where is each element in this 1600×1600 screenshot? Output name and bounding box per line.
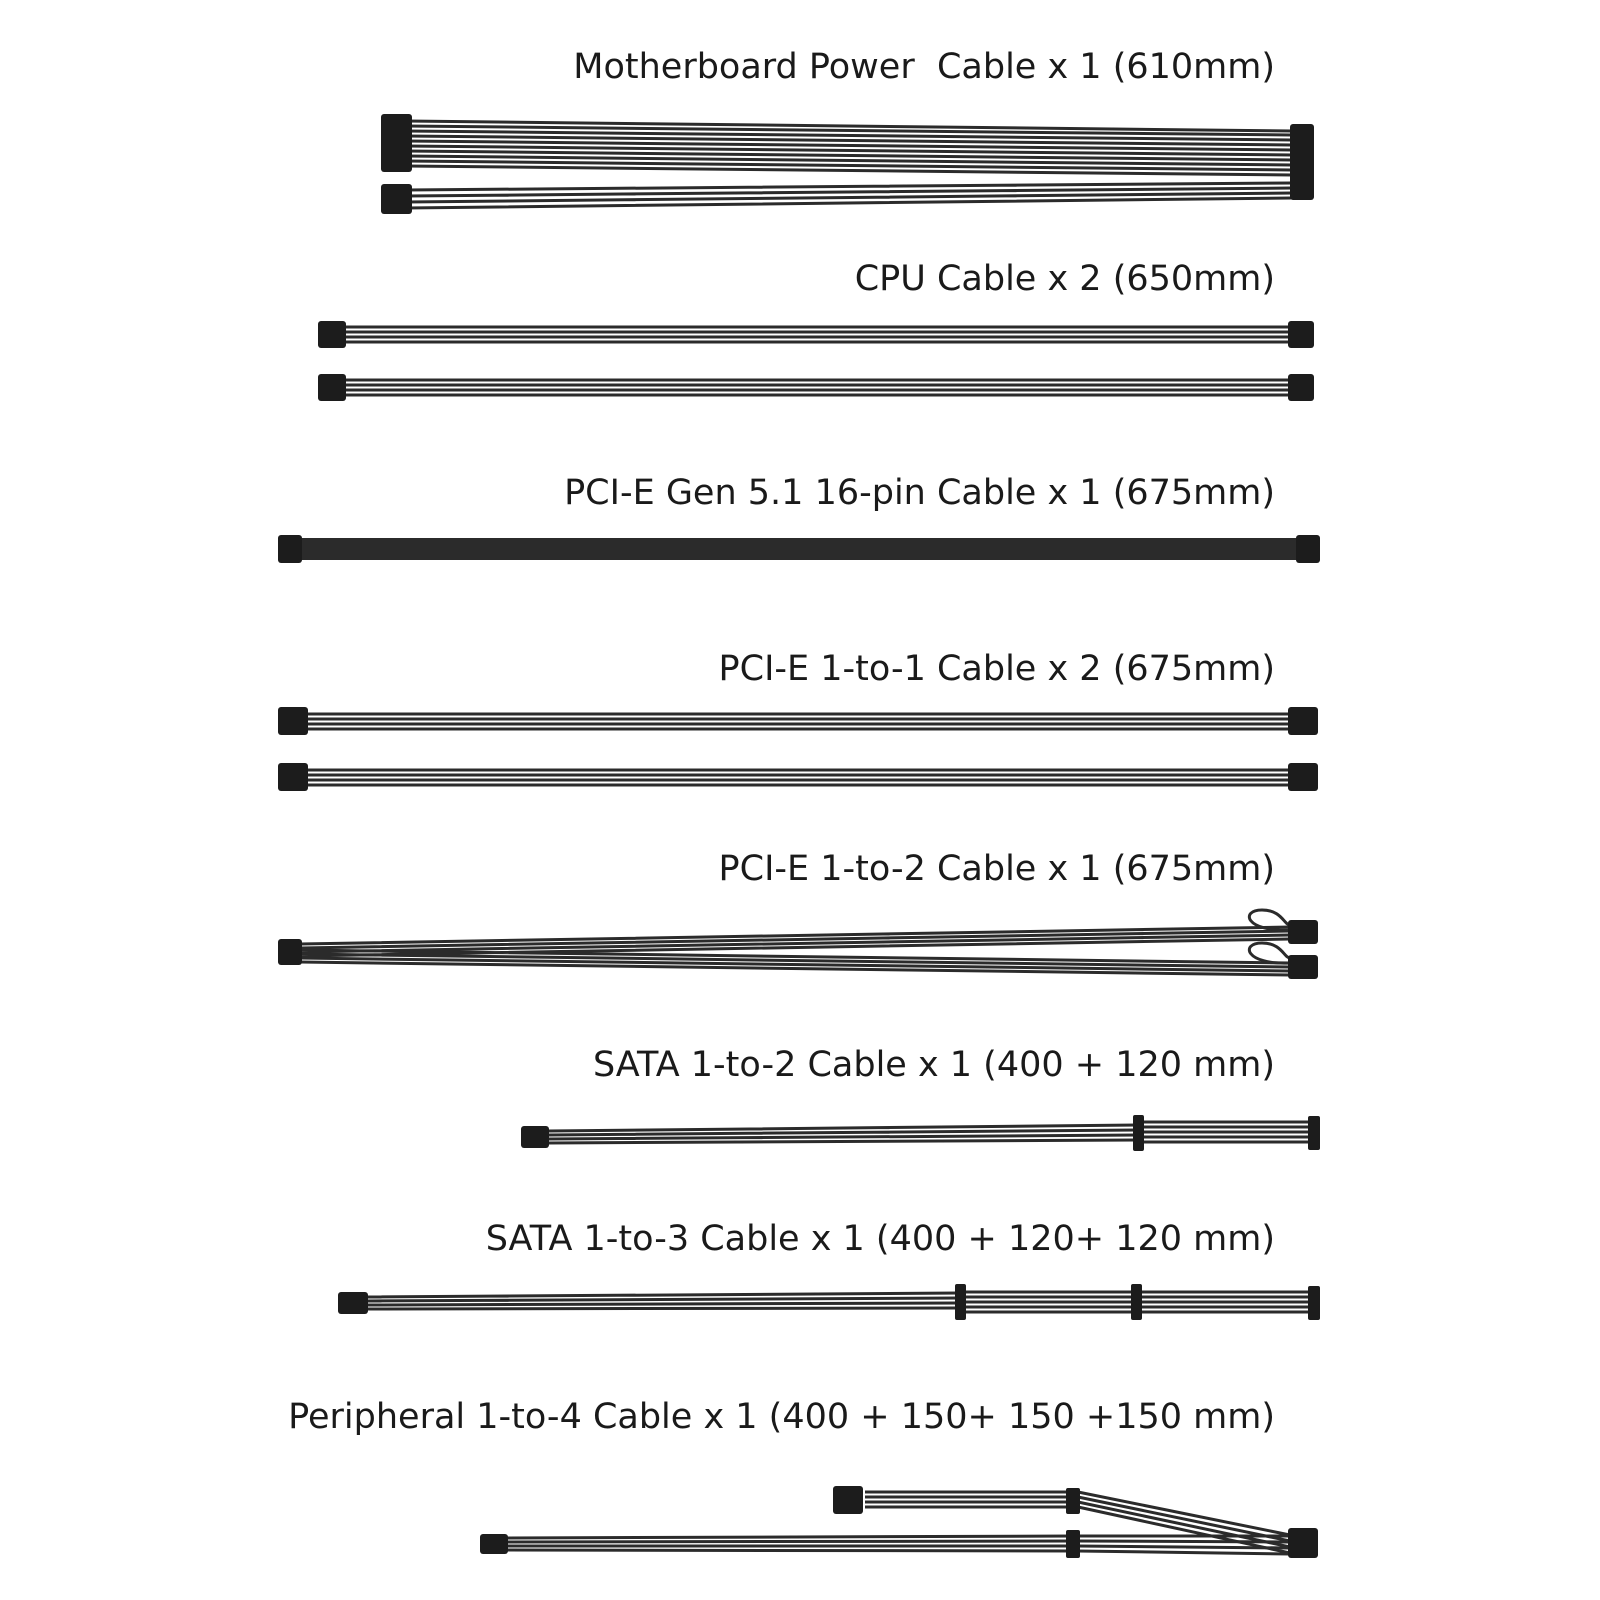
pcie-8pin-connector bbox=[278, 763, 308, 791]
pcie-8pin-psu-connector bbox=[1288, 707, 1318, 735]
pcie-1to1-cable-2 bbox=[278, 763, 1318, 791]
sata-connector-1 bbox=[955, 1284, 966, 1320]
sata-psu-connector bbox=[521, 1126, 549, 1148]
molex-connector-1 bbox=[833, 1486, 863, 1514]
cpu-cable-label: CPU Cable x 2 (650mm) bbox=[854, 259, 1275, 299]
sata-connector-3 bbox=[1308, 1286, 1320, 1320]
cpu-cable-1 bbox=[318, 321, 1314, 348]
pcie-8pin-connector-a bbox=[1288, 920, 1318, 944]
sata-1to2-cable bbox=[521, 1115, 1320, 1151]
motherboard-cable-label: Motherboard Power Cable x 1 (610mm) bbox=[573, 47, 1275, 87]
pcie-8pin-connector bbox=[278, 707, 308, 735]
pcie-12pin-connector bbox=[278, 939, 302, 965]
sata-1to3-cable-label: SATA 1-to-3 Cable x 1 (400 + 120+ 120 mm) bbox=[485, 1219, 1275, 1259]
pcie-16pin-connector bbox=[278, 535, 302, 563]
peripheral-psu-connector bbox=[480, 1534, 508, 1554]
sata-1to2-cable-label: SATA 1-to-2 Cable x 1 (400 + 120 mm) bbox=[592, 1045, 1275, 1085]
pcie-1to1-cable-1 bbox=[278, 707, 1318, 735]
pcie-gen5-cable bbox=[278, 535, 1320, 563]
pcie-1to2-cable bbox=[278, 910, 1318, 979]
molex-connector-2 bbox=[1066, 1488, 1080, 1514]
pcie-16pin-psu-connector bbox=[1296, 535, 1320, 563]
cpu-cable-2 bbox=[318, 374, 1314, 401]
motherboard-psu-connector bbox=[1290, 124, 1314, 200]
motherboard-24pin-connector-a bbox=[381, 114, 412, 172]
motherboard-connector-b bbox=[381, 184, 412, 214]
cpu-connector bbox=[318, 374, 346, 401]
cpu-psu-connector bbox=[1288, 321, 1314, 348]
pcie-8pin-psu-connector bbox=[1288, 763, 1318, 791]
peripheral-1to4-cable bbox=[480, 1486, 1318, 1558]
sata-connector-2 bbox=[1131, 1284, 1142, 1320]
peripheral-1to4-cable-label: Peripheral 1-to-4 Cable x 1 (400 + 150+ 150 +150 mm) bbox=[288, 1397, 1275, 1437]
pcie-gen5-cable-label: PCI-E Gen 5.1 16-pin Cable x 1 (675mm) bbox=[564, 473, 1275, 513]
sata-connector-2 bbox=[1308, 1116, 1320, 1150]
pcie-1to2-cable-label: PCI-E 1-to-2 Cable x 1 (675mm) bbox=[718, 849, 1275, 889]
molex-connector-4 bbox=[1288, 1528, 1318, 1558]
motherboard-cable bbox=[381, 114, 1314, 214]
sata-psu-connector bbox=[338, 1292, 368, 1314]
cpu-psu-connector bbox=[1288, 374, 1314, 401]
pcie-8pin-connector-b bbox=[1288, 955, 1318, 979]
sata-1to3-cable bbox=[338, 1284, 1320, 1320]
cpu-connector bbox=[318, 321, 346, 348]
molex-connector-3 bbox=[1066, 1530, 1080, 1558]
pcie-1to1-cable-label: PCI-E 1-to-1 Cable x 2 (675mm) bbox=[718, 649, 1275, 689]
sata-connector-1 bbox=[1133, 1115, 1144, 1151]
